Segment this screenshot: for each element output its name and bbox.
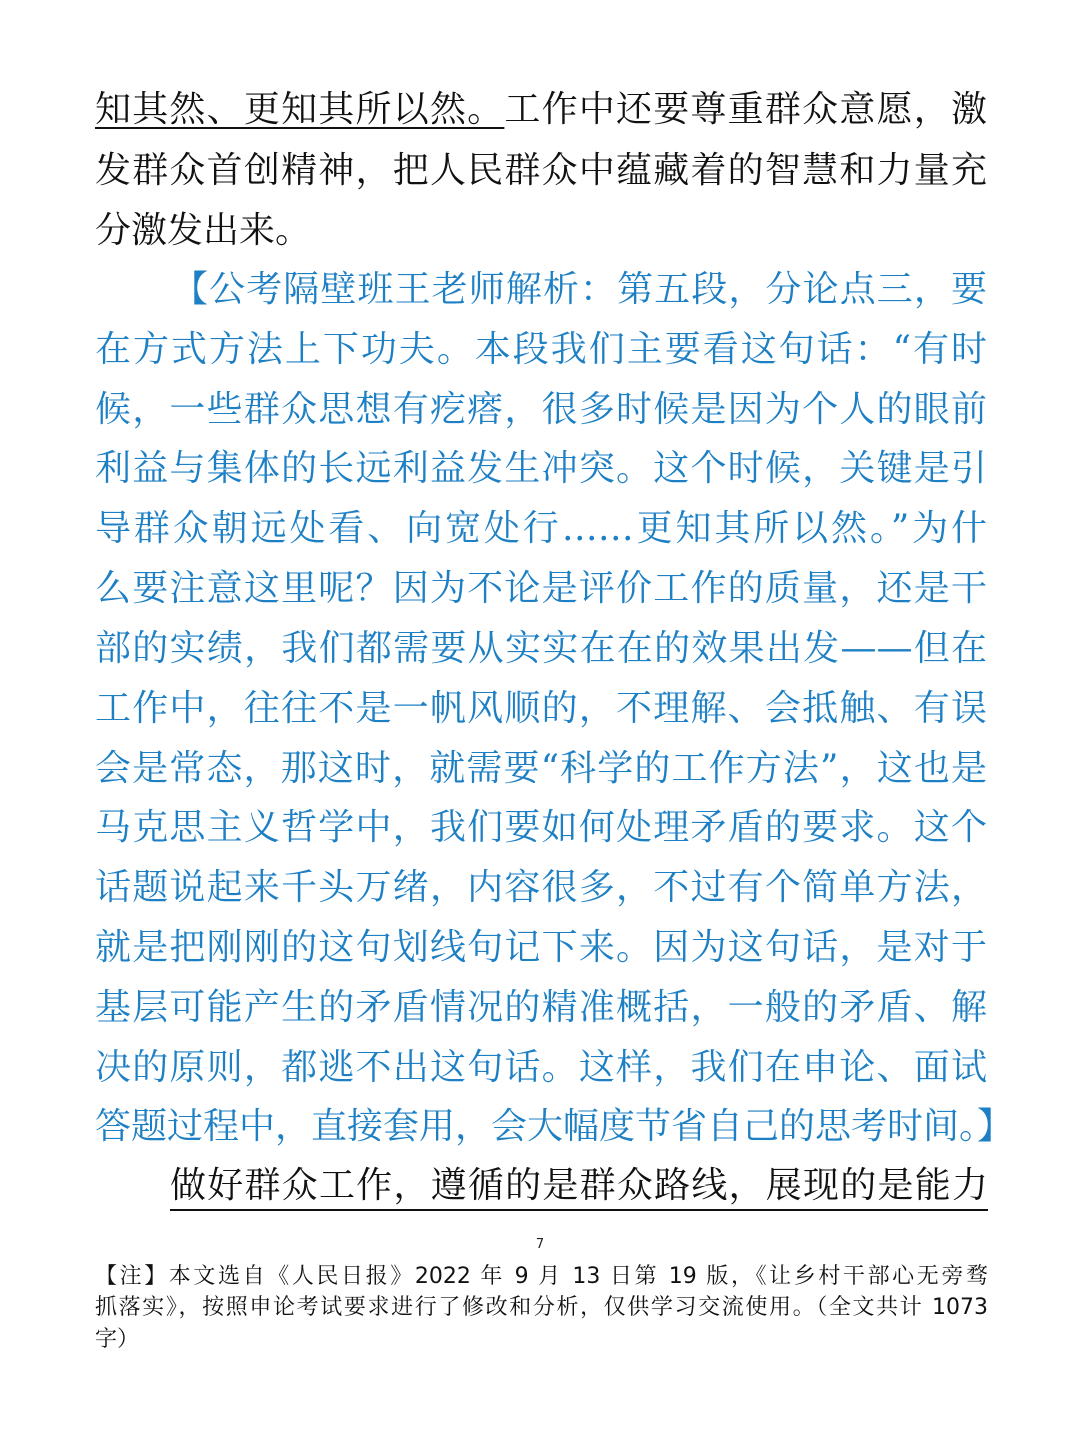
analysis-line: 候，一些群众思想有疙瘩，很多时候是因为个人的眼前 <box>95 389 987 430</box>
sentence-rest: 工作中还要尊重群众意愿，激 <box>504 89 987 130</box>
underlined-sentence: 知其然、更知其所以然。 <box>95 89 505 130</box>
analysis-line: 【公考隔壁班王老师解析：第五段，分论点三，要 <box>172 269 987 310</box>
analysis-line: 决的原则，都逃不出这句话。这样，我们在申论、面试 <box>95 1047 987 1088</box>
analysis-line: 马克思主义哲学中，我们要如何处理矛盾的要求。这个 <box>95 807 987 848</box>
analysis-line: 在方式方法上下功夫。本段我们主要看这句话：“有时 <box>95 329 987 370</box>
footnote-line-3: 字） <box>95 1327 140 1352</box>
analysis-line: 答题过程中，直接套用，会大幅度节省自己的思考时间。】 <box>95 1106 1014 1147</box>
analysis-line: 工作中，往往不是一帆风顺的，不理解、会抵触、有误 <box>95 688 987 729</box>
footnote-line-1: 【注】本文选自《人民日报》2022 年 9 月 13 日第 19 版，《让乡村干部心无旁骛 <box>95 1264 988 1289</box>
paragraph-line-2: 发群众首创精神，把人民群众中蕴藏着的智慧和力量充 <box>95 150 987 191</box>
analysis-line: 部的实绩，我们都需要从实实在在的效果出发——但在 <box>95 628 987 669</box>
analysis-line: 利益与集体的长远利益发生冲突。这个时候，关键是引 <box>95 448 987 489</box>
analysis-line: 基层可能产生的矛盾情况的精准概括，一般的矛盾、解 <box>95 987 987 1028</box>
footnote-line-2: 抓落实》，按照申论考试要求进行了修改和分析，仅供学习交流使用。（全文共计 1073 <box>95 1295 988 1320</box>
analysis-line: 会是常态，那这时，就需要“科学的工作方法”，这也是 <box>95 748 987 789</box>
section-heading: 做好群众工作，遵循的是群众路线，展现的是能力 <box>170 1163 988 1211</box>
paragraph-line-1 <box>95 87 987 133</box>
analysis-line: 么要注意这里呢？因为不论是评价工作的质量，还是干 <box>95 568 987 609</box>
paragraph-line-3: 分激发出来。 <box>95 210 312 251</box>
analysis-line: 就是把刚刚的这句划线句记下来。因为这句话，是对于 <box>95 927 987 968</box>
analysis-line: 话题说起来千头万绪，内容很多，不过有个简单方法， <box>95 867 987 908</box>
page-number: 7 <box>535 1237 545 1252</box>
analysis-line: 导群众朝远处看、向宽处行……更知其所以然。”为什 <box>95 508 987 549</box>
